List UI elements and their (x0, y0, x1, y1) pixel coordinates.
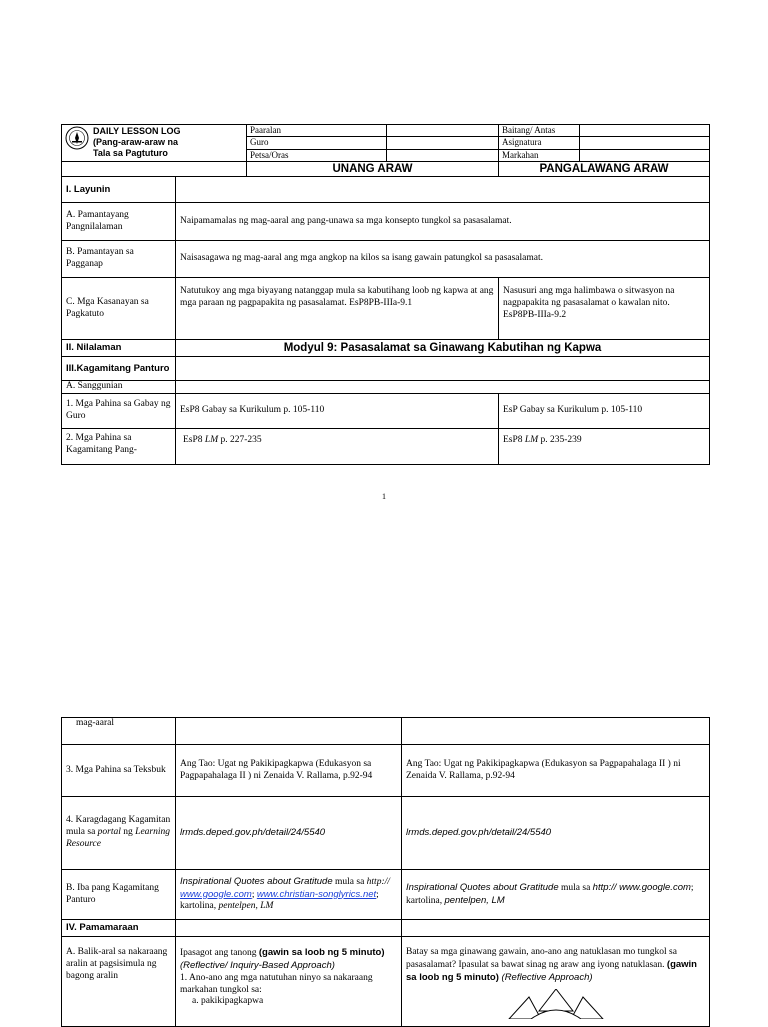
row-day1-iba-pang-kagamitan: Inspirational Quotes about Gratitude mula sa http:// www.google.com; www.christian-songlyrics.net; kartolina, pentelpen, LM (176, 870, 402, 920)
row-label-kagamitang-pang-mag-aaral: 2. Mga Pahina sa Kagamitang Pang- (62, 428, 176, 464)
field-value[interactable] (387, 137, 499, 149)
row-day2-lm: EsP8 LM p. 235-239 (499, 428, 710, 464)
section-kagamitan: III.Kagamitang Panturo (62, 357, 176, 381)
field-value[interactable] (580, 125, 710, 137)
row-label-kasanayan: C. Mga Kasanayan sa Pagkatuto (62, 278, 176, 340)
field-value[interactable] (580, 137, 710, 149)
lesson-log-table-page1 (61, 124, 710, 465)
row-day1-balik-aral: Ipasagot ang tanong (gawin sa loob ng 5 minuto) (Reflective/ Inquiry-Based Approach) 1. Ano-ano ang mga natutuhan ninyo sa nakaraang markahan tungkol sa: a. pakikipagkapwa (176, 936, 402, 1026)
row-day2-gabay-guro: EsP Gabay sa Kurikulum p. 105-110 (499, 393, 710, 428)
row-text-pamantayang-pangnilalaman: Naipamamalas ng mag-aaral ang pang-unawa sa mga konsepto tungkol sa pasasalamat. (176, 203, 710, 241)
lesson-log-table-page2 (61, 717, 710, 1027)
row-label-cont: mag-aaral (62, 718, 176, 745)
header-title-2: (Pang-araw-araw na (93, 136, 179, 147)
row-label-pamantayang-pangnilalaman: A. Pamantayang Pangnilalaman (62, 203, 176, 241)
row-day1-teksbuk: Ang Tao: Ugat ng Pakikipagkapwa (Edukasyon sa Pagpapahalaga II ) ni Zenaida V. Rallama, p.92-94 (176, 745, 402, 797)
section-pamamaraan: IV. Pamamaraan (62, 920, 176, 937)
page-number: 1 (382, 492, 386, 501)
field-value[interactable] (387, 125, 499, 137)
header-title-3: Tala sa Pagtuturo (93, 147, 168, 158)
field-label: Paaralan (247, 125, 387, 137)
field-value[interactable] (387, 149, 499, 161)
google-link[interactable]: www.google.com (180, 888, 252, 900)
field-label: Markahan (499, 149, 580, 161)
field-label: Guro (247, 137, 387, 149)
row-label-balik-aral: A. Balik-aral sa nakaraang aralin at pagsisimula ng bagong aralin (62, 936, 176, 1026)
christian-songlyrics-link[interactable]: www.christian-songlyrics.net (256, 888, 377, 900)
row-day2-teksbuk: Ang Tao: Ugat ng Pakikipagkapwa (Edukasyon sa Pagpapahalaga II ) ni Zenaida V. Rallama, p.92-94 (402, 745, 710, 797)
field-label: Asignatura (499, 137, 580, 149)
row-day1-portal: lrmds.deped.gov.ph/detail/24/5540 (176, 797, 402, 870)
row-day2-portal: lrmds.deped.gov.ph/detail/24/5540 (402, 797, 710, 870)
modyul-title: Modyul 9: Pasasalamat sa Ginawang Kabutihan ng Kapwa (176, 340, 710, 357)
row-day1-gabay-guro: EsP8 Gabay sa Kurikulum p. 105-110 (176, 393, 499, 428)
row-label-iba-pang-kagamitan: B. Iba pang Kagamitang Panturo (62, 870, 176, 920)
section-nilalaman: II. Nilalaman (62, 340, 176, 357)
row-day2-balik-aral: Batay sa mga ginawang gawain, ano-ano ang natuklasan mo tungkol sa pasasalamat? Ipasulat sa bawat sinag ng araw ang iyong natuklasan. (gawin sa loob ng 5 minuto) (Reflective Approach) (402, 936, 710, 1026)
row-label-gabay-guro: 1. Mga Pahina sa Gabay ng Guro (62, 393, 176, 428)
row-day2-iba-pang-kagamitan: Inspirational Quotes about Gratitude mula sa http:// www.google.com; kartolina, pentelpen, LM (402, 870, 710, 920)
row-text-pamantayan-sa-pagganap: Naisasagawa ng mag-aaral ang mga angkop na kilos sa isang gawain patungkol sa pasasalamat. (176, 241, 710, 278)
row-label-pamantayan-sa-pagganap: B. Pamantayan sa Pagganap (62, 241, 176, 278)
day2-header: PANGALAWANG ARAW (499, 161, 710, 176)
row-label-portal: 4. Karagdagang Kagamitan mula sa portal ng Learning Resource (62, 797, 176, 870)
field-label: Baitang/ Antas (499, 125, 580, 137)
row-day2-kasanayan: Nasusuri ang mga halimbawa o sitwasyon na nagpapakita ng pasasalamat o kawalan nito. EsP8PB-IIIa-9.2 (499, 278, 710, 340)
row-day1-lm: EsP8 LM p. 227-235 (176, 428, 499, 464)
deped-seal-icon (65, 126, 89, 150)
field-value[interactable] (580, 149, 710, 161)
sun-rays-icon (501, 989, 611, 1019)
field-label: Petsa/Oras (247, 149, 387, 161)
day1-header: UNANG ARAW (247, 161, 499, 176)
row-day1-kasanayan: Natutukoy ang mga biyayang natanggap mula sa kabutihang loob ng kapwa at ang mga paraan ng pagpapakita ng pasasalamat. EsP8PB-IIIa-9.1 (176, 278, 499, 340)
header-title-1: DAILY LESSON LOG (93, 126, 181, 136)
section-sanggunian: A. Sanggunian (62, 381, 176, 394)
school-header (62, 125, 247, 162)
section-layunin: I. Layunin (62, 177, 176, 203)
row-label-teksbuk: 3. Mga Pahina sa Teksbuk (62, 745, 176, 797)
